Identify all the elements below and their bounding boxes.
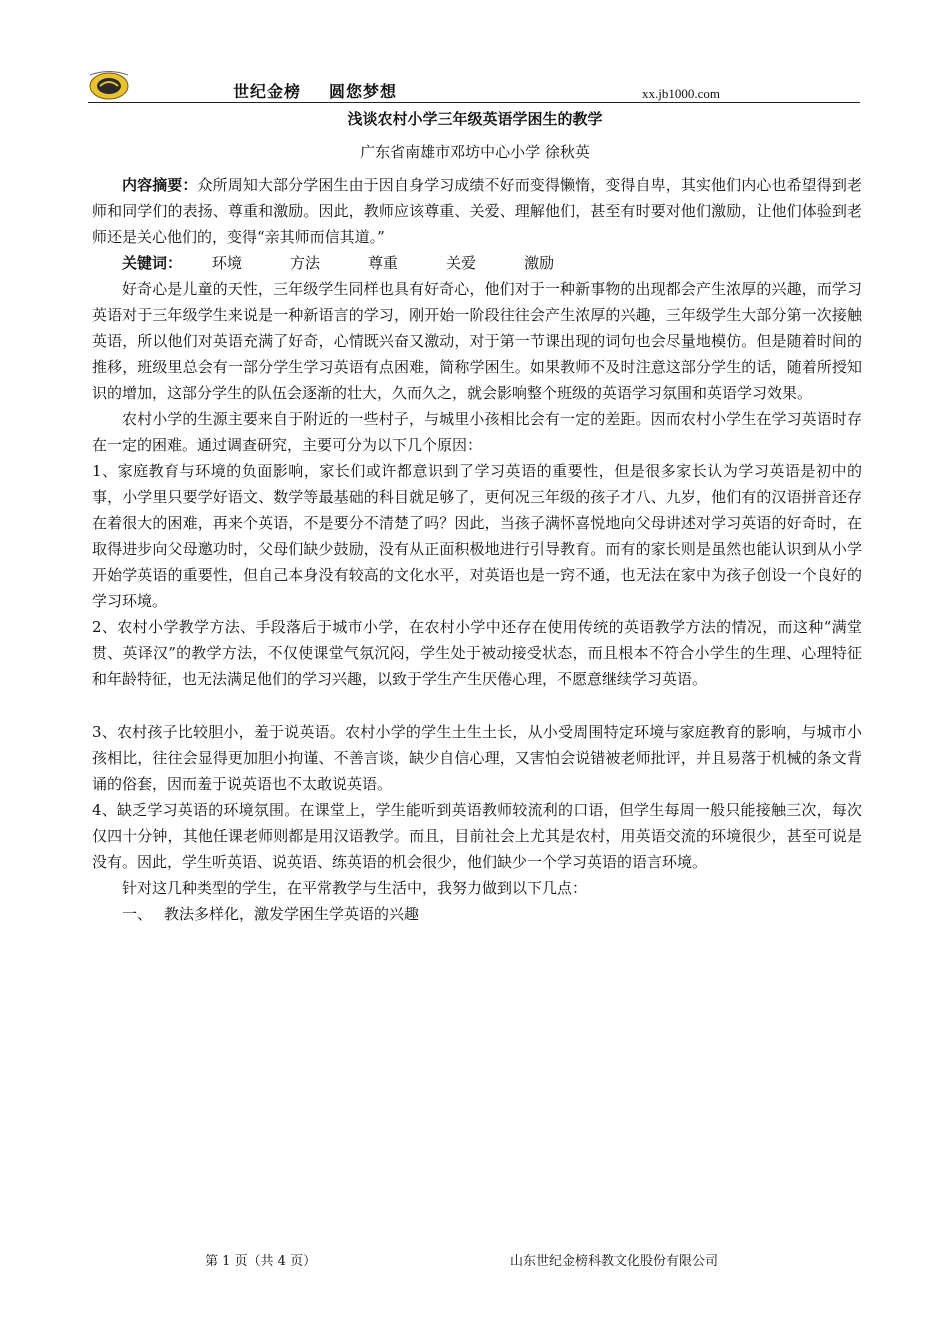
keyword: 激励 — [524, 254, 555, 272]
header-divider — [88, 102, 860, 103]
section-title: 教法多样化，激发学困生学英语的兴趣 — [164, 905, 420, 923]
footer-company: 山东世纪金榜科教文化股份有限公司 — [510, 1254, 719, 1269]
paragraph-1: 好奇心是儿童的天性，三年级学生同样也具有好奇心，他们对于一种新事物的出现都会产生浓厚的兴趣，而学习英语对于三年级学生来说是一种新语言的学习，刚开始一阶段往往会产生浓厚的兴趣，三年级学生大部分第一次接触英语，所以他们对英语充满了好奇，心情既兴奋又激动，对于第一节课出现的词句也会尽量地模仿。但是随着时间的推移，班级里总会有一部分学生学习英语有点困难，简称学困生。如果教师不及时注意这部分学生的话，随着所授知识的增加，这部分学生的队伍会逐渐的壮大，久而久之，就会影响整个班级的英语学习氛围和英语学习效果。 — [92, 280, 862, 402]
section-number: 一、 — [122, 905, 153, 923]
paragraph-3: 针对这几种类型的学生，在平常教学与生活中，我努力做到以下几点： — [122, 879, 588, 897]
header-slogan-left: 世纪金榜 — [233, 82, 302, 101]
keyword: 环境 — [212, 254, 243, 272]
page-number: 第 1 页（共 4 页） — [205, 1254, 317, 1269]
abstract-text: 众所周知大部分学困生由于因自身学习成绩不好而变得懒惰，变得自卑，其实他们内心也希望得到老师和同学们的表扬、尊重和激励。因此，教师应该尊重、关爱、理解他们，甚至有时要对他们激励，让他们体验到老师还是关心他们的，变得“亲其师而信其道。” — [92, 176, 862, 246]
keywords — [92, 250, 862, 276]
keyword: 关爱 — [446, 254, 477, 272]
reason-item-3: 3、农村孩子比较胆小，羞于说英语。农村小学的学生土生土长，从小受周围特定环境与家庭教育的影响，与城市小孩相比，往往会显得更加胆小拘谨、不善言谈，缺少自信心理，又害怕会说错被老师批评，并且易落于机械的条文背诵的俗套，因而羞于说英语也不太敢说英语。 — [92, 723, 862, 793]
header-url[interactable]: xx.jb1000.com — [642, 86, 720, 101]
abstract — [92, 172, 862, 250]
keywords-label: 关键词： — [122, 254, 183, 272]
article-title: 浅谈农村小学三年级英语学困生的教学 — [347, 110, 603, 128]
header-slogan-right: 圆您梦想 — [329, 82, 398, 101]
reason-item-1: 1、家庭教育与环境的负面影响，家长们或许都意识到了学习英语的重要性，但是很多家长认为学习英语是初中的事，小学里只要学好语文、数学等最基础的科目就足够了，更何况三年级的孩子才八、九岁，他们有的汉语拼音还存在着很大的困难，再来个英语，不是要分不清楚了吗？因此，当孩子满怀喜悦地向父母讲述对学习英语的好奇时，在取得进步向父母邀功时，父母们缺少鼓励，没有从正面积极地进行引导教育。而有的家长则是虽然也能认识到从小学开始学英语的重要性，但自己本身没有较高的文化水平，对英语也是一窍不通，也无法在家中为孩子创设一个良好的学习环境。 — [92, 462, 862, 610]
article-author: 广东省南雄市邓坊中心小学 徐秋英 — [360, 143, 590, 161]
reason-item-4: 4、缺乏学习英语的环境氛围。在课堂上，学生能听到英语教师较流利的口语，但学生每周一般只能接触三次，每次仅四十分钟，其他任课老师则都是用汉语教学。而且，目前社会上尤其是农村，用英语交流的环境很少，甚至可说是没有。因此，学生听英语、说英语、练英语的机会很少，他们缺少一个学习英语的语言环境。 — [92, 801, 862, 871]
article-body — [92, 172, 862, 927]
reason-item-2: 2、农村小学教学方法、手段落后于城市小学，在农村小学中还存在使用传统的英语教学方法的情况，而这种“满堂贯、英译汉”的教学方法，不仅使课堂气氛沉闷，学生处于被动接受状态，而且根本不符合小学生的生理、心理特征和年龄特征，也无法满足他们的学习兴趣，以致于学生产生厌倦心理，不愿意继续学习英语。 — [92, 618, 862, 688]
keyword: 尊重 — [368, 254, 399, 272]
blank-line — [92, 692, 862, 719]
company-logo — [86, 66, 132, 102]
section-heading-1 — [92, 901, 862, 927]
paragraph-2: 农村小学的生源主要来自于附近的一些村子，与城里小孩相比会有一定的差距。因而农村小学生在学习英语时存在一定的困难。通过调查研究，主要可分为以下几个原因： — [92, 410, 862, 454]
header-slogan — [233, 79, 397, 102]
abstract-label: 内容摘要： — [122, 176, 198, 194]
keyword: 方法 — [290, 254, 321, 272]
